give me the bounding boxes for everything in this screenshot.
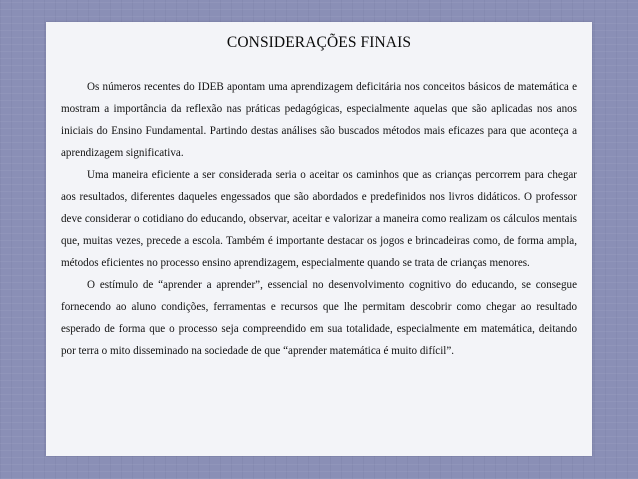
slide-title: CONSIDERAÇÕES FINAIS: [226, 34, 412, 51]
paragraph-ideb: Os números recentes do IDEB apontam uma aprendizagem deficitária nos conceitos básicos de matemática e mostram a importância da reflexão nas práticas pedagógicas, especialmente aquelas que são aplicadas nos anos iniciais do Ensino Fundamental. Partindo destas análises são buscados métodos mais eficazes para que aconteça a aprendizagem significativa.: [61, 81, 577, 159]
slide-body: [61, 76, 577, 362]
paragraph-caminhos: Uma maneira eficiente a ser considerada seria o aceitar os caminhos que as crianças percorrem para chegar aos resultados, diferentes daqueles engessados que são abordados e predefinidos nos livros didáticos. O professor deve considerar o cotidiano do educando, observar, aceitar e valorizar a maneira como realizam os cálculos mentais que, muitas vezes, precede a escola. Também é importante destacar os jogos e brincadeiras como, de forma ampla, métodos eficientes no processo ensino aprendizagem, especialmente quando se trata de crianças menores.: [61, 169, 577, 269]
paragraph-aprender: O estímulo de “aprender a aprender”, essencial no desenvolvimento cognitivo do educando, se consegue fornecendo ao aluno condições, ferramentas e recursos que lhe permitam descobrir como chegar ao resultado esperado de forma que o processo seja compreendido em sua totalidade, especialmente em matemática, deitando por terra o mito disseminado na sociedade de que “aprender matemática é muito difícil”.: [61, 279, 577, 357]
